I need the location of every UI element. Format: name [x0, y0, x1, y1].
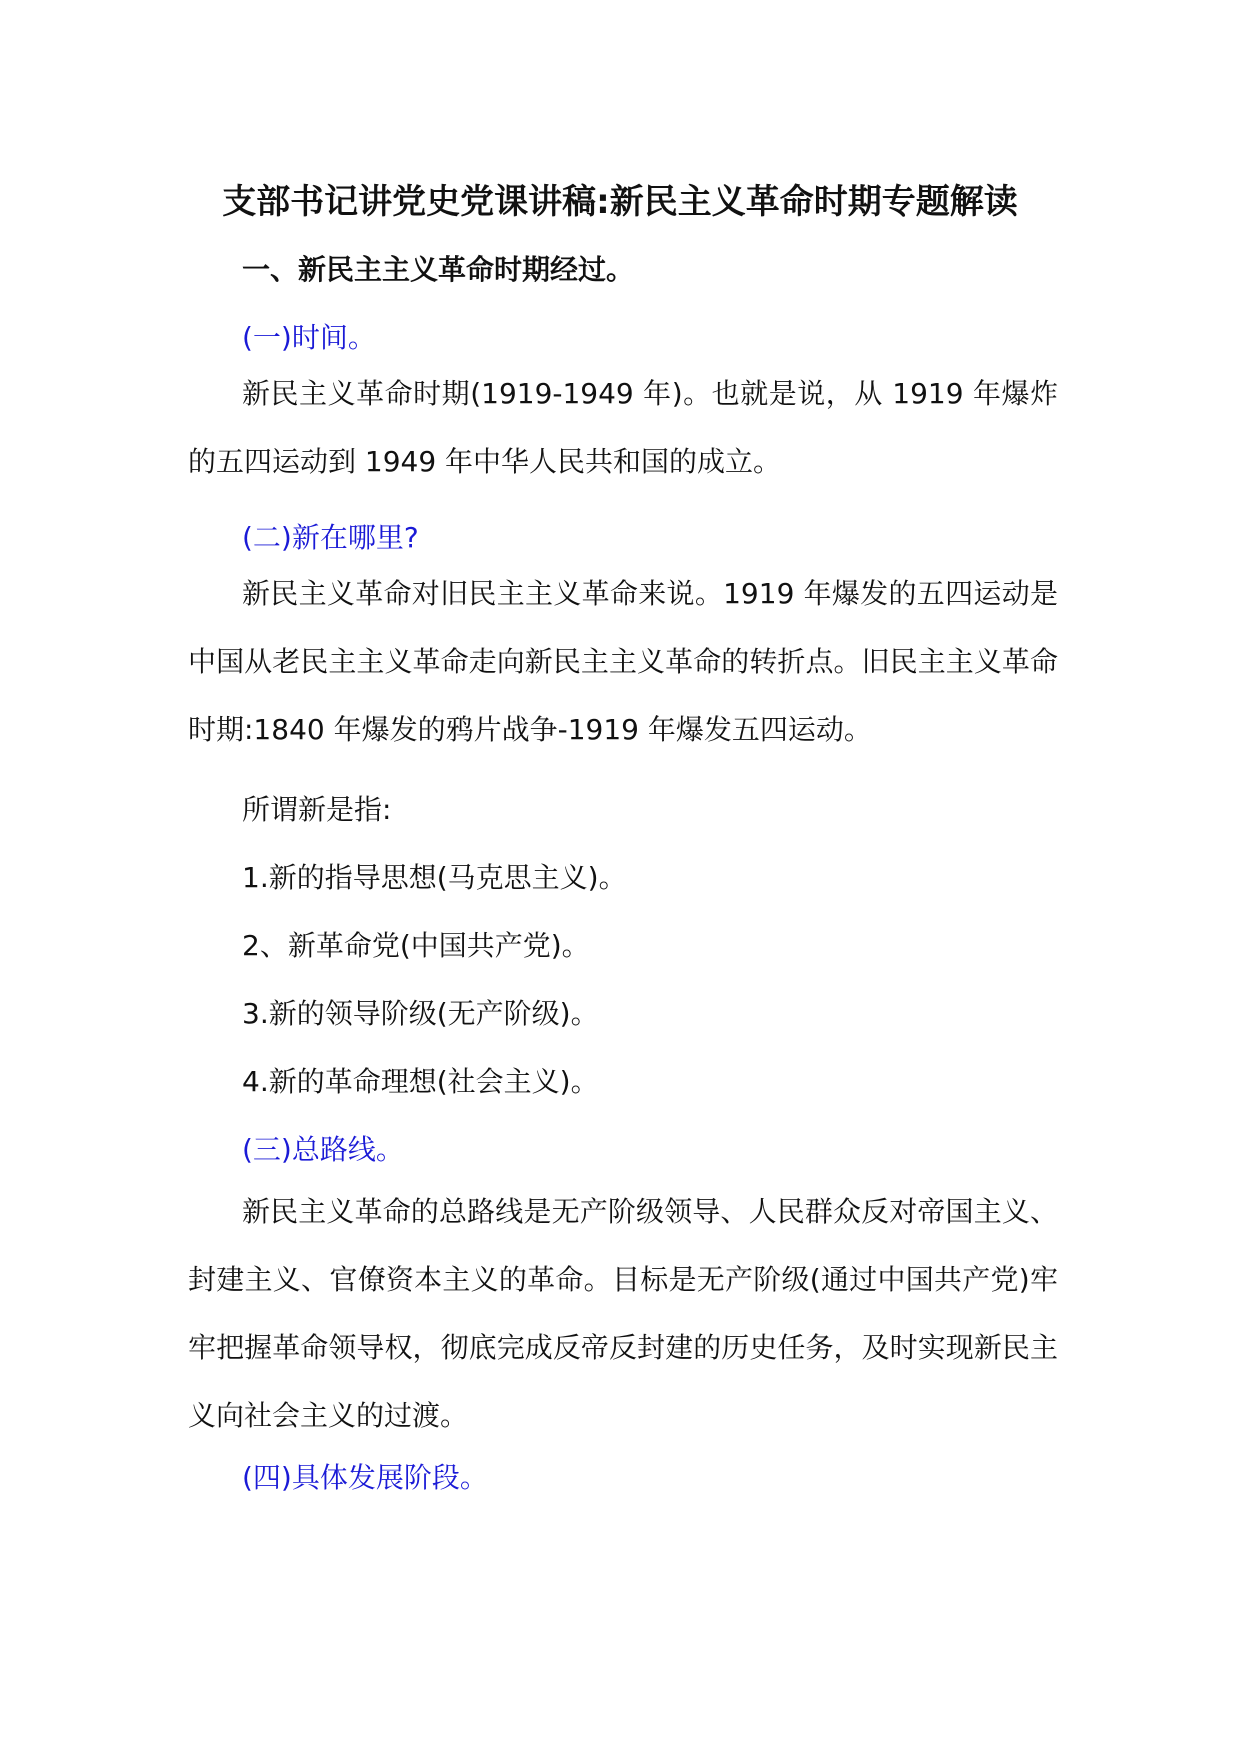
subheading-stages: (四)具体发展阶段。 [242, 1461, 488, 1494]
subheading-general-line: (三)总路线。 [242, 1133, 404, 1166]
list-item-1: 1.新的指导思想(马克思主义)。 [242, 861, 627, 894]
list-item-3: 3.新的领导阶级(无产阶级)。 [242, 997, 599, 1030]
subheading-what-is-new: (二)新在哪里? [242, 521, 419, 554]
list-item-4: 4.新的革命理想(社会主义)。 [242, 1065, 599, 1098]
document-title: 支部书记讲党史党课讲稿:新民主义革命时期专题解读 [222, 182, 1018, 222]
paragraph-general-line: 新民主义革命的总路线是无产阶级领导、人民群众反对帝国主义、封建主义、官僚资本主义的革命。目标是无产阶级(通过中国共产党)牢牢把握革命领导权，彻底完成反帝反封建的历史任务，及时实现新民主义向社会主义的过渡。 [188, 1195, 1058, 1432]
paragraph-what-is-new: 新民主义革命对旧民主主义革命来说。1919 年爆发的五四运动是中国从老民主主义革命走向新民主主义革命的转折点。旧民主主义革命时期:1840 年爆发的鸦片战争-1919 年爆发五四运动。 [188, 577, 1058, 746]
section-heading: 一、新民主主义革命时期经过。 [242, 253, 635, 286]
list-item-2: 2、新革命党(中国共产党)。 [242, 929, 590, 962]
paragraph-time: 新民主义革命时期(1919-1949 年)。也就是说，从 1919 年爆炸的五四运动到 1949 年中华人民共和国的成立。 [188, 377, 1058, 478]
list-intro: 所谓新是指: [242, 793, 392, 826]
subheading-time: (一)时间。 [242, 321, 376, 354]
